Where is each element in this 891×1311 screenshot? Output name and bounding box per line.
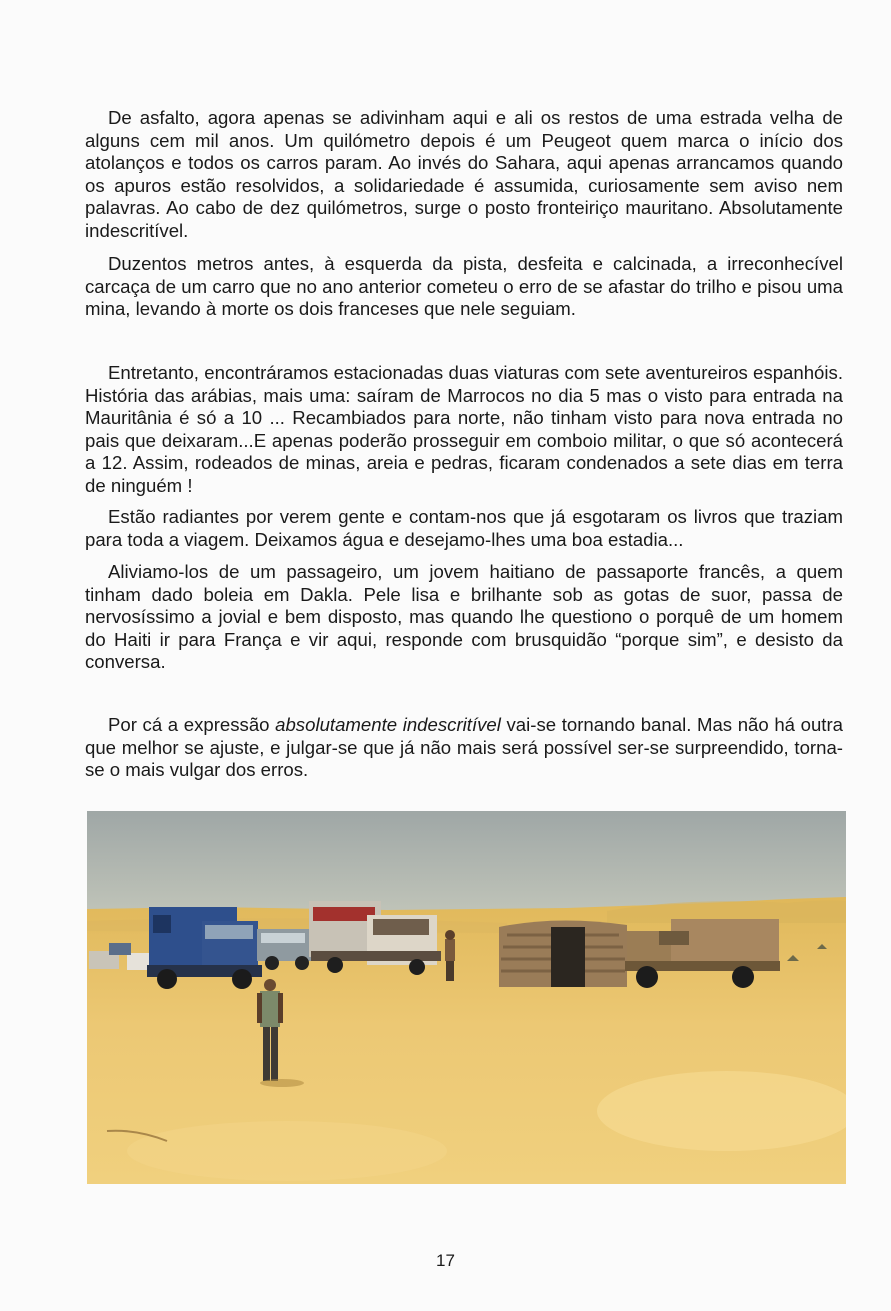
paragraph-6 bbox=[85, 714, 843, 782]
paragraph-1: De asfalto, agora apenas se adivinham aqui e ali os restos de uma estrada velha de alguns cem mil anos. Um quilómetro depois é um Peugeot quem marca o início dos atolanços e todos os carros param. Ao invés do Sahara, aqui apenas arrancamos quando os apuros estão resolvidos, a solidariedade é assumida, curiosamente sem aviso nem palavras. Ao cabo de dez quilómetros, surge o posto fronteiriço mauritano. Absolutamente indescritível. bbox=[85, 107, 843, 241]
paragraph-4: Estão radiantes por verem gente e contam-nos que já esgotaram os livros que traziam para toda a viagem. Deixamos água e desejamo-lhes uma boa estadia... bbox=[85, 506, 843, 550]
paragraph-5: Aliviamo-los de um passageiro, um jovem haitiano de passaporte francês, a quem tinham dado boleia em Dakla. Pele lisa e brilhante sob as gotas de suor, passa de nervosíssimo a jovial e bem disposto, mas quando lhe questiono o porquê de um homem do Haiti ir para França e vir aqui, responde com brusquidão “porque sim”, e desisto da conversa. bbox=[85, 561, 843, 673]
paragraph-6-italic: absolutamente indescritível bbox=[275, 714, 501, 735]
paragraph-3: Entretanto, encontráramos estacionadas duas viaturas com sete aventureiros espanhóis. História das arábias, mais uma: saíram de Marrocos no dia 5 mas o visto para entrada na Mauritânia é só a 10 ... Recambiados para norte, não tinham visto para nova entrada no pais que deixaram...E apenas poderão prosseguir em comboio militar, o que só acontecerá a 12. Assim, rodeados de minas, areia e pedras, ficaram condenados a sete dias em terra de ninguém ! bbox=[85, 362, 843, 496]
page-number: 17 bbox=[436, 1251, 455, 1270]
desert-border-post-photo bbox=[87, 811, 846, 1184]
paragraph-2: Duzentos metros antes, à esquerda da pista, desfeita e calcinada, a irreconhecível carcaça de um carro que no ano anterior cometeu o erro de se afastar do trilho e pisou uma mina, levando à morte os dois franceses que nele seguiam. bbox=[85, 253, 843, 320]
paragraph-6-start: Por cá a expressão bbox=[108, 714, 276, 735]
paragraph-6-end: vai-se tornando banal. Mas não há outra que melhor se ajuste, e julgar-se que já não mais será possível ser-se surpreendido, torna-se o mais vulgar dos erros. bbox=[85, 714, 843, 781]
